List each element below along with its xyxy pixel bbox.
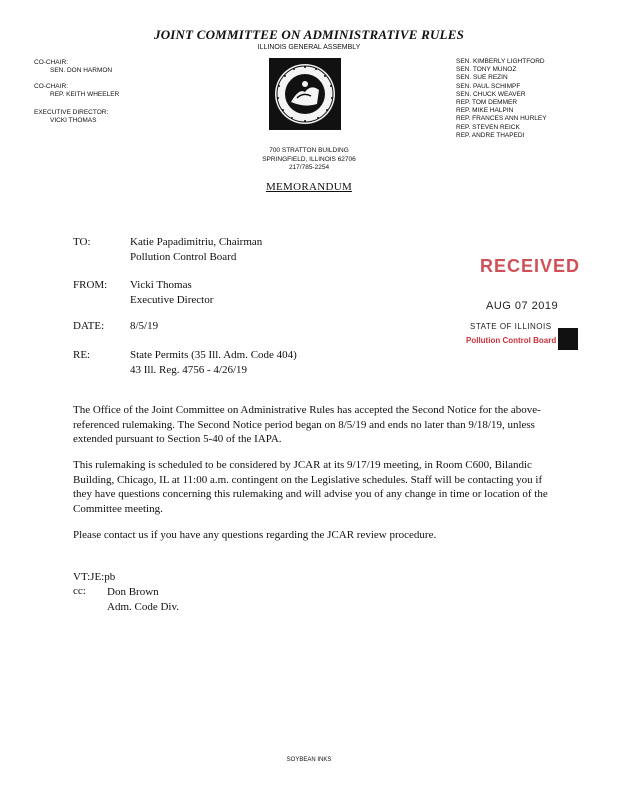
member-name: SEN. PAUL SCHIMPF xyxy=(456,82,521,90)
date-value: 8/5/19 xyxy=(130,320,159,332)
director-name: VICKI THOMAS xyxy=(50,117,97,124)
body-paragraph-3: Please contact us if you have any questions regarding the JCAR review procedure. xyxy=(73,529,437,541)
stamp-ink-blot xyxy=(558,328,578,350)
member-name: REP. FRANCES ANN HURLEY xyxy=(456,115,547,123)
cc-list xyxy=(107,585,179,614)
from-title: Executive Director xyxy=(130,294,214,306)
cochair-label-1: CO-CHAIR: xyxy=(34,59,68,66)
initials: VT:JE:pb xyxy=(73,571,116,583)
body-paragraph-2: This rulemaking is scheduled to be considered by JCAR at its 9/17/19 meeting, in Room C600, Bilandic Building, Chicago, IL at 11:00 a.m. contingent on the Legislative schedules. Staff will be contacting you if they have questions concerning this rulemaking and will advise you of any change in time or location of the Committee meeting. xyxy=(73,459,548,515)
stamp-office: STATE OF ILLINOIS xyxy=(470,322,552,331)
stamp-date: AUG 07 2019 xyxy=(486,300,559,312)
assembly-subtitle: ILLINOIS GENERAL ASSEMBLY xyxy=(257,44,361,51)
stamp-received: RECEIVED xyxy=(480,256,581,276)
cochair-name-1: SEN. DON HARMON xyxy=(50,67,113,74)
member-name: SEN. CHUCK WEAVER xyxy=(456,90,526,98)
member-name: REP. ANDRE THAPEDI xyxy=(456,131,525,139)
from-sender: Vicki Thomas xyxy=(130,279,192,291)
committee-members xyxy=(456,58,547,140)
memo-title: MEMORANDUM xyxy=(265,181,353,193)
address-line: SPRINGFIELD, ILLINOIS 62706 xyxy=(262,155,356,163)
cc-label: cc: xyxy=(73,585,86,597)
received-stamp xyxy=(466,256,586,356)
member-name: REP. MIKE HALPIN xyxy=(456,107,514,115)
illinois-state-seal xyxy=(269,58,341,130)
member-name: REP. STEVEN REICK xyxy=(456,123,520,131)
member-name: SEN. SUE REZIN xyxy=(456,74,508,82)
body-paragraph-1: The Office of the Joint Committee on Administrative Rules has accepted the Second Notice for the above-referenced rulemaking. The Second Notice period began on 8/5/19 and ends no later than 9/18/19, unless extended pursuant to Section 5-40 of the IAPA. xyxy=(73,404,541,445)
to-label: TO: xyxy=(73,236,91,248)
to-recipient: Katie Papadimitriu, Chairman xyxy=(130,236,263,248)
re-label: RE: xyxy=(73,349,91,361)
cochair-label-2: CO-CHAIR: xyxy=(34,83,68,90)
address-line: 700 STRATTON BUILDING xyxy=(269,147,349,154)
member-name: SEN. TONY MUNOZ xyxy=(456,66,517,74)
committee-title: JOINT COMMITTEE ON ADMINISTRATIVE RULES xyxy=(154,27,464,42)
from-value xyxy=(130,278,213,308)
from-label: FROM: xyxy=(73,279,108,291)
stamp-board: Pollution Control Board xyxy=(466,336,557,345)
cc-recipient: Don Brown xyxy=(107,586,159,598)
to-value xyxy=(130,235,262,265)
committee-address xyxy=(0,147,618,173)
member-name: REP. TOM DEMMER xyxy=(456,99,518,107)
to-organization: Pollution Control Board xyxy=(130,251,237,263)
director-label: EXECUTIVE DIRECTOR: xyxy=(34,109,109,116)
member-name: SEN. KIMBERLY LIGHTFORD xyxy=(456,58,545,65)
address-line: 217/785-2254 xyxy=(288,164,330,171)
re-register: 43 Ill. Reg. 4756 - 4/26/19 xyxy=(130,364,248,376)
cochair-name-2: REP. KEITH WHEELER xyxy=(50,91,120,98)
cc-recipient: Adm. Code Div. xyxy=(107,600,180,613)
date-label: DATE: xyxy=(73,320,105,332)
re-subject: State Permits (35 Ill. Adm. Code 404) xyxy=(130,349,297,361)
re-value xyxy=(130,348,297,378)
footer-note: SOYBEAN INKS xyxy=(286,757,332,763)
